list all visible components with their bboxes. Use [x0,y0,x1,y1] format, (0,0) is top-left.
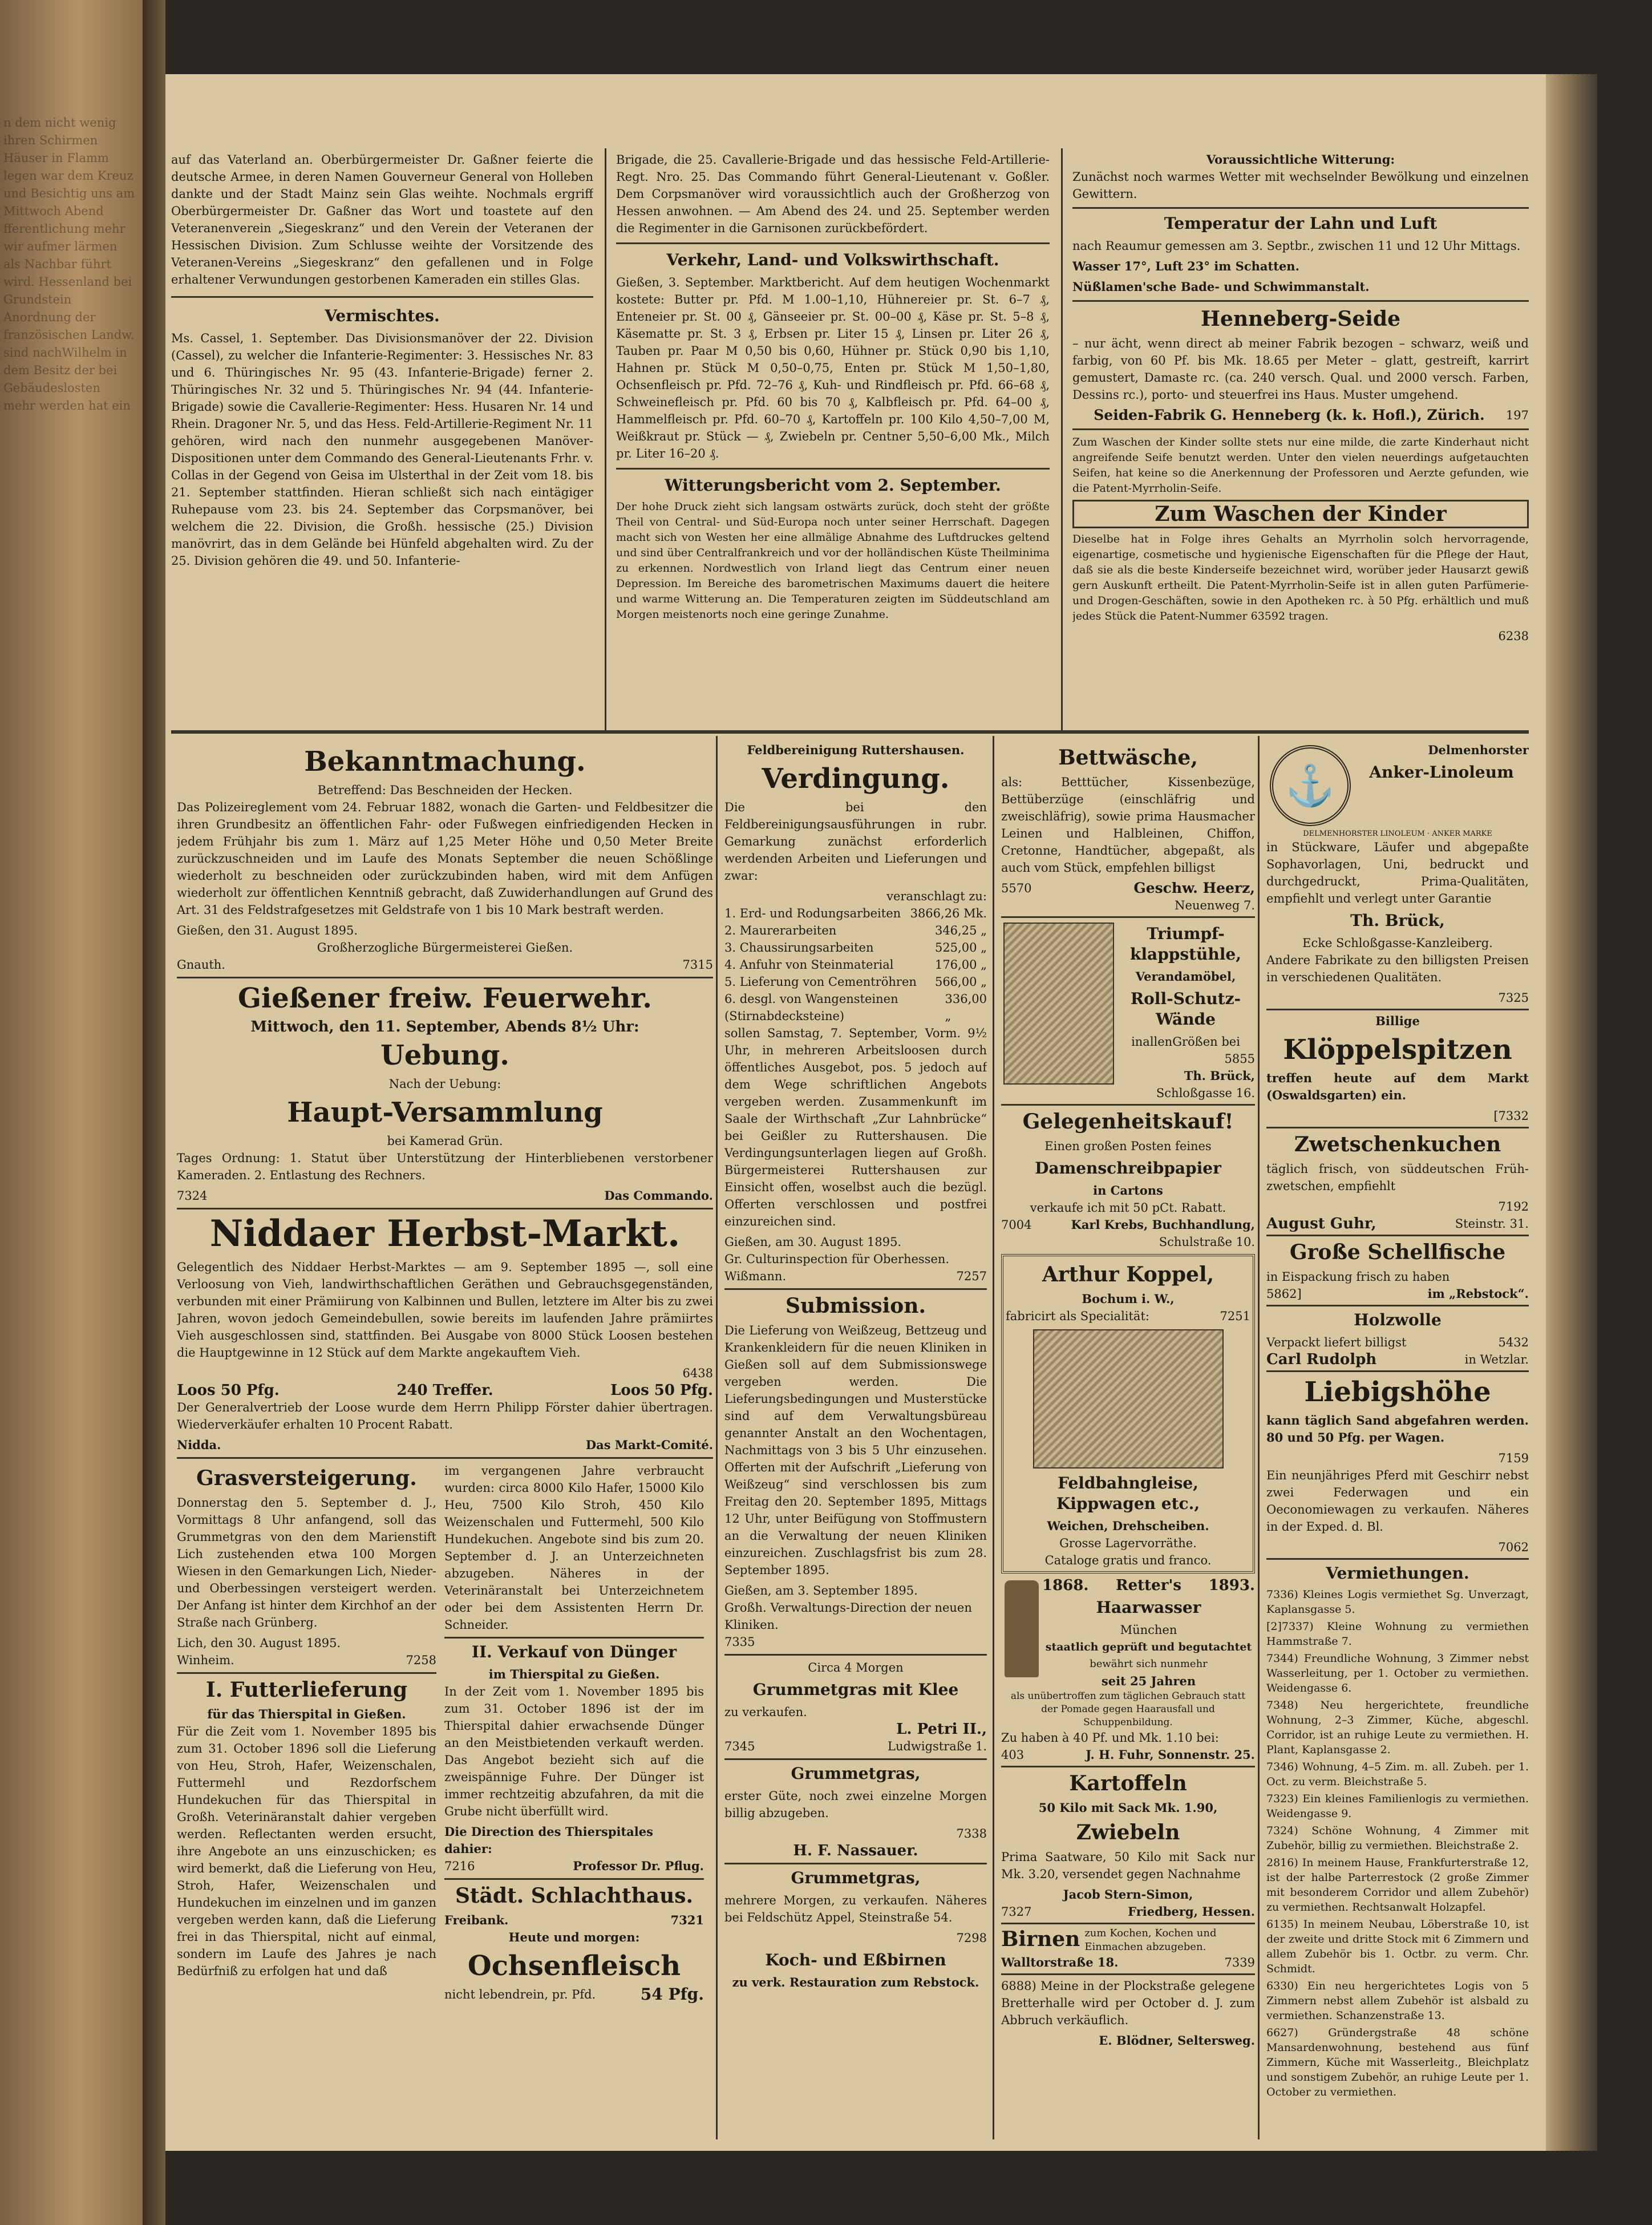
ad-number: [7332 [1493,1109,1529,1123]
ad-firm: Geschw. Heerz, [1133,880,1255,896]
ad-number: 7324 [177,1189,208,1203]
divider [1266,1009,1529,1010]
ad-text: Für die Zeit vom 1. November 1895 bis zum 31. October 1896 soll die Lieferung von Heu, Stroh, Hafer, Weizenschalen, Futtermehl und Rezdorfschem Hundekuchen für das Thierspital in Großh. Veterinäranstalt dahier vergeben werden. Reflectanten werden ersucht, ihre Angebote an uns einzuschicken; es wird bemerkt, daß die Lieferung von Heu, Stroh, Hafer, Weizenschalen und Hundekuchen im einzelnen und im ganzen vergeben werden kann, daß die Lieferung frei in das Thierspital, nicht auf einmal, sondern im Laufe des Jahres je nach Bedürfniß zu erfolgen hat und daß [177,1725,436,1978]
ad-number: 6888) [1001,1979,1036,1993]
ad-number: 7216 [444,1859,475,1873]
ad-address: in Wetzlar. [1464,1353,1529,1366]
article-text: Brigade, die 25. Cavallerie-Brigade und das hessische Feld-Artillerie-Regt. Nro. 25. Das Commando führt General-Lieutenant v. Goßler. Dem Corpsmanöver wird voraussichtlich auch der Großherzog von Hessen anwohnen. — Am Abend des 24. und 25. September werden die Regimenter in die Garnisonen zurückbefördert. [616,153,1050,235]
ad-title: Grasversteigerung. [196,1466,417,1490]
divider [444,1878,704,1880]
section-divider [171,730,1529,734]
ad-text: als unübertroffen zum täglichen Gebrauch statt der Pomade gegen Haarausfall und Schuppenbildung. [1010,1690,1246,1728]
ad-title: Grummetgras mit Klee [752,1680,959,1699]
divider [1266,1235,1529,1236]
ad-firm: J. H. Fuhr, Sonnenstr. 25. [1086,1747,1255,1762]
divider [1072,428,1529,430]
ad-subtitle: Heute und morgen: [508,1930,640,1944]
ad-price: 240 Treffer. [396,1382,493,1399]
ad-text: veranschlagt zu: [886,889,987,903]
ad-subtitle: in Cartons [1093,1183,1163,1198]
section-title: Vermiethungen. [1326,1564,1469,1583]
ad-text: in Eispackung frisch zu haben [1266,1270,1450,1284]
section-title: Voraussichtliche Witterung: [1206,152,1395,167]
ad-address: Schulstraße 10. [1159,1235,1255,1249]
ad-text: Die Lieferung von Weißzeug, Bettzeug und Krankenkleidern für die neuen Kliniken in Gießen soll auf dem Submissionswege vergeben werden. Die Lieferungsbedingungen und Musterstücke sind auf dem Verwaltungsbüreau genannter Anstalt an den Wochentagen, Nachmittags von 3 bis 5 Uhr einzusehen. Offerten mit der Aufschrift „Lieferung von Weißzeug“ sind verschlossen bis zum Freitag den 20. September 1895, Mittags 12 Uhr, unter Beifügung von Stoffmustern an die Verwaltung der neuen Kliniken einzureichen. Zuschlagsfrist bis zum 28. September 1895. [724,1324,987,1577]
ad-number: 5855 [1224,1052,1255,1066]
ad-title: Damenschreibpapier [1035,1159,1221,1178]
list-item: 6135) In meinem Neubau, Löberstraße 10, ist der zweite und dritte Stock mit 6 Zimmern und allem Zubehör bis 1. Octbr. zu verm. Chr. Schmidt. [1266,1918,1529,1975]
divider [171,296,593,298]
ad-date: Mittwoch, den 11. September, Abends 8½ Uhr: [250,1018,639,1035]
divider [724,1288,987,1290]
divider [616,242,1050,244]
list-item: 6330) Ein neu hergerichtetes Logis von 5 Zimmern nebst allem Zubehör ist alsbald zu vermiethen. Schanzenstraße 13. [1266,1980,1529,2022]
ad-number: 6438 [682,1366,713,1380]
ad-title: Grummetgras, [791,1868,921,1887]
ad-text: zu verkaufen. [724,1705,807,1719]
ad-signature: Gr. Culturinspection für Oberhessen. [724,1252,950,1266]
ad-title: Triumpf-klappstühle, [1130,924,1241,964]
ad-title: Anker-Linoleum [1369,763,1514,782]
ad-text: Die bei den Feldbereinigungsausführungen in rubr. Gemarkung zunächst erforderlich werdenden Arbeiten und Lieferungen und zwar: [724,800,987,883]
cost-table [724,905,987,1025]
list-item: 7336) Kleines Logis vermiethet Sg. Unverzagt, Kaplansgasse 5. [1266,1588,1529,1616]
ad-firm: H. F. Nassauer. [793,1842,918,1859]
cost-item: 5. Lieferung von Cementröhren [724,975,917,989]
ad-number: 197 [1505,408,1529,422]
ad-text: als: Betttücher, Kissenbezüge, Bettüberzüge (einschläfrig und zweischläfrig), sowie prima Hausmacher Leinen und Halbleinen, Chiffon, Cretonne, Handtücher, abgepaßt, als auch vom Stück, empfehlen billigst [1001,775,1255,875]
ad-address: Ludwigstraße 1. [888,1739,987,1753]
list-item: [2]7337) Kleine Wohnung zu vermiethen Hammstraße 7. [1266,1620,1529,1648]
ad-title: Feldbahngleise, Kippwagen etc., [1056,1474,1200,1513]
ad-text: sollen Samstag, 7. September, Vorm. 9½ Uhr, in mehreren Arbeitsloosen durch öffentliches Ausgebot, pos. 5 jedoch auf dem Wege schriftlichen Angebots vergeben werden. Zusammenkunft im Saale der Wirthschaft „Zur Lahnbrücke“ bei Geißler zu Ruttershausen. Die Verdingungsunterlagen liegen auf Großh. Bürgermeisterei Ruttershausen zur Einsicht offen, woselbst auch die bezügl. Offerten verschlossen und postfrei einzureichen sind. [724,1026,987,1228]
ad-signature: Die Direction des Thierspitales dahier: [444,1824,653,1856]
ad-place: Nidda. [177,1438,221,1452]
divider [1072,207,1529,209]
ad-text: verkaufe ich mit 50 pCt. Rabatt. [1030,1201,1226,1215]
ad-number: 5432 [1498,1336,1529,1349]
ad-title: Roll-Schutz-Wände [1130,989,1241,1029]
article-text: Ms. Cassel, 1. September. Das Divisionsmanöver der 22. Division (Cassel), zu welcher die Infanterie-Regimenter: 3. Hessisches Nr. 83 und 6. Thüringisches Nr. 95 (43. Infanterie-Brigade) ferner 2. Thüringisches Nr. 32 und 5. Thüringisches Nr. 94 (44. Infanterie-Brigade) sowie die Cavallerie-Regimenter: Hess. Husaren Nr. 14 und Rhein. Dragoner Nr. 5, und das Hess. Feld-Artillerie-Regiment Nr. 11 gehören, wird nach den nunmehr ausgegebenen Manöver-Dispositionen unter dem Commando des General-Lieutenants Frhr. v. Collas in der Gegend von Geisa im Ulsterthal in der Zeit vom 18. bis 21. September stattfinden. Hieran schließt sich nach eintägiger Ruhepause vom 23. bis 24. September das Corpsmanöver, bei welchem die 22. Division, die Großh. hessische (25.) Division manövrirt, das in dem Gelände bei Hünfeld abgehalten wird. Zu der 25. Division gehören die 49. und 50. Infanterie- [171,331,593,568]
ad-title: Zwiebeln [1076,1821,1180,1844]
ad-firm: Th. Brück, [1184,1069,1255,1083]
ad-title: Liebigshöhe [1304,1376,1491,1408]
ad-title: I. Futterlieferung [205,1678,408,1702]
section-title: Witterungsbericht vom 2. September. [665,476,1001,495]
ad-number: 7339 [1224,1956,1255,1969]
ad-column-1 [177,742,713,2139]
ad-title: Städt. Schlachthaus. [455,1884,694,1908]
ad-firm: Seiden-Fabrik G. Henneberg (k. k. Hofl.), Zürich. [1094,407,1485,423]
ad-text: Das Polizeireglement vom 24. Februar 1882, wonach die Garten- und Feldbesitzer die ihren Grundbesitz an öffentlichen Fahr- oder Fußwegen einfriedigenden Hecken in jedem Frühjahr bis zum 1. März auf 1,25 Meter Höhe und 0,50 Meter Breite zurückzuschneiden und im Laufe des Monats September die neuen Schößlinge wiederholt zu beschneiden oder zurückzubinden haben, wird mit dem Anfügen wiederholt zur öffentlichen Kenntniß gebracht, daß Zuwiderhandlungen auf Grund des Art. 31 des Feldstrafgesetzes mit Geldstrafe von 1 bis 10 Mark bestraft werden. [177,800,713,917]
ad-title: Große Schellfische [1289,1240,1506,1264]
ad-column-3 [1001,742,1255,2139]
ad-firm: Carl Rudolph [1266,1351,1377,1368]
ad-number: 7062 [1498,1540,1529,1554]
cost-row [724,990,987,1025]
divider [444,1637,704,1639]
ad-text: Ein neunjähriges Pferd mit Geschirr nebst zwei Federwagen und ein Oeconomiewagen zu verkaufen. Näheres in der Exped. d. Bl. [1266,1468,1529,1534]
cost-item: 3. Chaussirungsarbeiten [724,941,874,954]
ad-year: 1893. [1208,1577,1255,1594]
ad-title: Niddaer Herbst-Markt. [209,1212,681,1255]
article-text: Der hohe Druck zieht sich langsam ostwärts zurück, doch steht der größte Theil von Central- und Süd-Europa noch unter seiner Herrschaft. Dagegen macht sich von Westen her eine allmälige Abnahme des Luftdruckes geltend und sind über Centralfrankreich und vor der holländischen Küste Theilminima zu erkennen. Nordwestlich von Irland liegt das Centrum einer neuen Depression. Im Bereiche des barometrischen Maximums dauert die heitere und warme Witterung an. Die Temperaturen zeigten im Süddeutschland am Morgen meistenorts noch eine geringe Zunahme. [616,500,1050,621]
ad-signature: Großherzogliche Bürgermeisterei Gießen. [317,941,573,954]
ad-text: Verpackt liefert billigst [1266,1336,1407,1349]
ad-year: 1868. [1042,1577,1089,1594]
ad-title: II. Verkauf von Dünger [471,1643,677,1661]
ad-signature: Winheim. [177,1653,234,1667]
ad-address: Schloßgasse 16. [1156,1086,1255,1100]
ad-text: zu verk. Restauration zum Rebstock. [732,1975,979,1989]
ad-date: Lich, den 30. August 1895. [177,1636,341,1650]
ad-title: Zum Waschen der Kinder [1072,500,1529,528]
ad-address: Walltorstraße 18. [1001,1955,1119,1969]
temperature-values: Wasser 17°, Luft 23° im Schatten. [1072,259,1299,273]
divider [177,1672,436,1674]
koppel-ad [1001,1254,1255,1573]
cost-row [724,956,987,973]
column-rule [1258,736,1260,2139]
tipping-wagon-illustration [1033,1329,1224,1468]
ad-text: Circa 4 Morgen [808,1661,904,1674]
ad-firm: Retter's [1115,1577,1181,1594]
page-stack-edge [1546,74,1597,2151]
ad-text: in Stückware, Läufer und abgepaßte Sophavorlagen, Uni, bedruckt und durchgedruckt, Prima-Qualitäten, empfiehlt und verlegt unter Garantie [1266,840,1529,905]
divider [1001,1766,1255,1767]
list-item: 7323) Ein kleines Familienlogis zu vermiethen. Weidengasse 9. [1266,1793,1529,1820]
ad-title: Klöppelspitzen [1283,1034,1512,1066]
list-item: 6627) Gründergstraße 48 schöne Mansardenwohnung, bestehend aus fünf Zimmern, Küche mit Wasserleitg., Bleichplatz und sonstigem Zubehör, an ruhige Leute per 1. October zu vermiethen. [1266,2026,1529,2098]
ad-subcolumn-left [177,1462,436,2003]
ad-text: inallenGrößen bei [1131,1035,1240,1049]
ad-subtitle: Freibank. [444,1913,509,1927]
top-column-1 [171,151,593,733]
book-gutter [143,0,165,2225]
ad-signature: Das Commando. [604,1188,713,1203]
ad-text: seit 25 Jahren [1101,1674,1196,1688]
ad-text: Andere Fabrikate zu den billigsten Preisen in verschiedenen Qualitäten. [1266,953,1529,984]
cost-row [724,922,987,939]
ad-text: Zu haben à 40 Pf. und Mk. 1.10 bei: [1001,1731,1219,1745]
ad-signature: Wißmann. [724,1269,787,1283]
ad-number: 5862] [1266,1287,1302,1301]
ad-title: Submission. [785,1294,926,1318]
ad-number: 403 [1001,1748,1025,1762]
column-rule [1061,148,1063,730]
ad-text: Der Generalvertrieb der Loose wurde dem Herrn Philipp Förster dahier übertragen. Wiederverkäufer erhalten 10 Procent Rabatt. [177,1401,713,1431]
ad-text: täglich frisch, von süddeutschen Früh-zwetschen, empfiehlt [1266,1162,1529,1193]
list-item: 7346) Wohnung, 4–5 Zim. m. all. Zubeh. per 1. Oct. zu verm. Bleichstraße 5. [1266,1761,1529,1788]
ad-text: erster Güte, noch zwei einzelne Morgen billig abzugeben. [724,1789,987,1820]
cost-item: 6. desgl. von Wangensteinen (Stirnabdecksteine) [724,992,898,1023]
ad-title: Haarwasser [1096,1598,1201,1617]
section-title: Verkehr, Land- und Volkswirthschaft. [666,250,999,269]
cost-row [724,905,987,922]
cost-value: 566,00 „ [934,975,987,989]
ad-title: Gießener freiw. Feuerwehr. [238,982,652,1014]
ad-number: 7298 [956,1931,987,1945]
bottle-illustration [1005,1580,1039,1677]
ad-text: Donnerstag den 5. September d. J., Vormittags 8 Uhr anfangend, soll das Grummetgras von den dem Marienstift Lich zustehenden etwa 100 Morgen Wiesen in den Gemarkungen Lich, Nieder- und Oberbessingen versteigert werden. Der Anfang ist hinter dem Kirchhof an der Straße nach Grünberg. [177,1496,436,1629]
top-column-3 [1072,151,1529,733]
cost-value: 346,25 „ [934,924,987,937]
ad-number: 7338 [956,1827,987,1840]
divider [724,1758,987,1760]
ad-text: In der Zeit vom 1. November 1895 bis zum 31. October 1896 ist der im Thierspital dahier erwachsende Dünger an den Meistbietenden verkauft werden. Das Angebot bezieht sich auf die zweispännige Fuhre. Der Dünger ist immer rechtzeitig abzufahren, da mit die Grube nicht überfüllt wird. [444,1685,704,1818]
divider [177,1457,713,1459]
ad-title: Uebung. [380,1039,510,1071]
ad-title: Verdingung. [762,763,950,795]
newspaper-page [165,74,1546,2151]
ad-text: Gelegentlich des Niddaer Herbst-Marktes — am 9. September 1895 —, soll eine Verloosung von Vieh, landwirthschaftlichen Geräthen und Gebrauchsgegenständen, verbunden mit einer Prämiirung von Kalbinnen und Bullen, letztere im Alter bis zu zwei Jahren, wovon jedoch Gemeindebullen, sowie bereits im laufenden Jahre prämiirtes Vieh ausgeschlossen sind, stattfinden. Bei Ausgabe von 8000 Stück Loosen bestehen die Hauptgewinne in 12 Stück auf dem Markte angekauftem Vieh. [177,1260,713,1360]
ad-subtitle: Verandamöbel, [1135,969,1236,984]
divider [1072,300,1529,302]
ad-text: bewährt sich nunmehr [1090,1658,1208,1670]
section-title: Vermischtes. [325,306,440,325]
previous-page-text: n dem nicht wenig ihren Schirmen Häuser in Flamm legen war dem Kreuz und Besichtig uns am Mittwoch Abend fferentlichung mehr wir aufmer lärmen als Nachbar führt wird. Hessenland bei Grundstein Anordnung der französischen Landw. sind nachWilhelm in dem Besitz der bei Gebäudeslosten mehr werden hat ein [3,116,135,412]
column-rule [993,736,994,2139]
ad-firm: E. Blödner, Seltersweg. [1099,2033,1255,2048]
ad-firm: Th. Brück, [1350,911,1445,930]
cost-value: 3866,26 Mk. [910,907,987,920]
article-text: Zunächst noch warmes Wetter mit wechselnder Bewölkung und einzelnen Gewittern. [1072,170,1529,201]
ad-title: Birnen [1001,1927,1080,1951]
ad-title: Bekanntmachung. [304,746,586,778]
article-text: auf das Vaterland an. Oberbürgermeister Dr. Gaßner feierte die deutsche Armee, in deren Namen Gouverneur General von Holleben dankte und der Stadt Mainz sein Glas weihte. Nochmals ergriff Oberbürgermeister Dr. Gaßner das Wort und toastete auf den Veteranenverein „Siegeskranz“ und den Verein der Veteranen der Hessischen Division. Zum Schlusse weihte der Vorsitzende des Veteranen-Vereins „Siegeskranz“ den gefallenen und in Folge erhaltener Verwundungen gestorbenen Kameraden ein stilles Glas. [171,153,593,286]
ad-number: 7159 [1498,1451,1529,1465]
cost-item: 1. Erd- und Rodungsarbeiten [724,907,901,920]
ad-title: Delmenhorster [1428,743,1529,757]
ad-title: Ochsenfleisch [467,1950,681,1982]
ad-column-2 [724,742,987,2139]
retter-ad [1001,1577,1255,1729]
previous-page-edge [0,0,143,2225]
ad-number: 7258 [406,1653,436,1667]
list-item: 7324) Schöne Wohnung, 4 Zimmer mit Zubehör, billig zu vermiethen. Bleichstraße 2. [1266,1824,1529,1852]
ad-number: 7335 [724,1635,755,1649]
ad-title: Zwetschenkuchen [1294,1132,1501,1156]
ad-title: Koch- und Eßbirnen [765,1951,946,1969]
ad-text: im vergangenen Jahre verbraucht wurden: circa 8000 Kilo Hafer, 15000 Kilo Heu, 7500 Kilo Stroh, 450 Kilo Weizenschalen und Futtermehl, 500 Kilo Hundekuchen. Angebote sind bis zum 20. September d. J. an Unterzeichneten abzugeben. Näheres in der Veterinäranstalt bei Unterzeichnetem oder bei dem Assistenten Herrn Dr. Schneider. [444,1464,704,1632]
ad-address: im „Rebstock“. [1427,1287,1529,1301]
column-rule [605,148,606,730]
ad-number: 7345 [724,1739,755,1753]
ad-price: 54 Pfg. [640,1985,704,2004]
ad-number: 6238 [1498,629,1529,643]
ad-text: Grosse Lagervorräthe. [1059,1536,1197,1550]
ad-signature: Großh. Verwaltungs-Direction der neuen Kliniken. [724,1601,972,1632]
deck-chair-illustration [1003,923,1114,1085]
ad-pretitle: Billige [1375,1014,1420,1028]
ad-column-4 [1266,742,1529,2139]
ad-address: Steinstr. 31. [1455,1217,1529,1231]
ad-text: Einen großen Posten feines [1044,1139,1212,1153]
linoleum-ad [1266,742,1529,830]
ad-date: Gießen, am 3. September 1895. [724,1584,918,1597]
article-text: nach Reaumur gemessen am 3. Septbr., zwischen 11 und 12 Uhr Mittags. [1072,239,1521,253]
ad-text: Dieselbe hat in Folge ihres Gehalts an Myrrholin solch hervorragende, eigenartige, cosmetische und hygienische Eigenschaften für die Pflege der Haut, daß sie als die beste Kinderseife bezeichnet wird, worüber jeder Hausarzt gewiß gern Auskunft ertheilt. Die Patent-Myrrholin-Seife ist in allen guten Parfümerie- und Drogen-Geschäften, sowie in den Apotheken rc. à 50 Pfg. erhältlich und muß jedes Stück die Patent-Nummer 63592 tragen. [1072,533,1529,622]
divider [1001,916,1255,918]
ad-text: mehrere Morgen, zu verkaufen. Näheres bei Feldschütz Appel, Steinstraße 54. [724,1894,987,1924]
ad-address: Friedberg, Hessen. [1128,1904,1255,1919]
ad-title: Arthur Koppel, [1042,1263,1214,1287]
ad-number: 7321 [670,1913,704,1927]
ad-address: Neuenweg 7. [1175,899,1255,912]
ad-text: treffen heute auf dem Markt (Oswaldsgarten) ein. [1266,1071,1529,1102]
ad-title: Haupt-Versammlung [287,1097,603,1128]
ad-title: Holzwolle [1354,1310,1442,1329]
ad-number: 7257 [956,1269,987,1283]
ad-subtitle: im Thierspital zu Gießen. [488,1667,660,1681]
cost-value: 336,00 „ [945,992,987,1023]
ad-text: Nach der Uebung: [388,1077,501,1091]
ad-text: zum Kochen, Kochen und Einmachen abzugeben. [1084,1927,1217,1953]
ad-subject: Betreffend: Das Beschneiden der Hecken. [317,783,573,797]
ad-subtitle: München [1120,1623,1177,1637]
ad-text: Meine in der Plockstraße gelegene Bretterhalle wird per October d. J. zum Abbruch verkäuflich. [1001,1979,1255,2027]
source-line: Nüßlamen'sche Bade- und Schwimmanstalt. [1072,280,1370,294]
section-title: Temperatur der Lahn und Luft [1164,214,1438,233]
divider [1001,1104,1255,1106]
ad-number: 7325 [1498,991,1529,1005]
ad-text: – nur ächt, wenn direct ab meiner Fabrik bezogen – schwarz, weiß und farbig, von 60 Pf. bis Mk. 18.65 per Meter – glatt, gestreift, karrirt gemustert, Damaste rc. (ca. 240 versch. Qual. und 2000 versch. Farben, Dessins rc.), porto- und steuerfrei ins Haus. Muster umgehend. [1072,337,1529,402]
ad-title: Henneberg-Seide [1201,307,1400,331]
ad-subtitle: Weichen, Drehscheiben. [1047,1519,1209,1533]
ad-address: Ecke Schloßgasse-Kanzleiberg. [1302,936,1493,950]
divider [1266,1305,1529,1306]
ad-title: Bettwäsche, [1058,746,1198,770]
ad-title: Kartoffeln [1069,1771,1187,1795]
ad-text: bei Kamerad Grün. [387,1134,503,1148]
ad-firm: Jacob Stern-Simon, [1063,1887,1193,1902]
ad-text: nicht lebendrein, pr. Pfd. [444,1988,596,2001]
ad-number: 7251 [1220,1309,1250,1323]
divider [1266,1127,1529,1128]
ad-header: Feldbereinigung Ruttershausen. [747,743,965,757]
cost-item: 2. Maurerarbeiten [724,924,837,937]
ad-text: Cataloge gratis und franco. [1044,1554,1212,1567]
rental-list [1266,1587,1529,2099]
cost-row [724,973,987,990]
divider [724,1863,987,1864]
cost-row [724,939,987,956]
divider [1001,1923,1255,1924]
divider [1001,1973,1255,1975]
ad-title: Gelegenheitskauf! [1022,1110,1234,1134]
ad-firm: August Guhr, [1266,1215,1376,1232]
ad-number: 7327 [1001,1905,1032,1919]
divider [177,1208,713,1209]
divider [1266,1370,1529,1372]
list-item: 7348) Neu hergerichtete, freundliche Wohnung, 2–3 Zimmer, Küche, abgeschl. Corridor, ist an ruhige Leute zu vermiethen. H. Plant, Kaplansgasse 2. [1266,1699,1529,1756]
ad-date: Gießen, den 31. August 1895. [177,924,358,937]
cost-value: 525,00 „ [934,941,987,954]
divider [724,1654,987,1656]
ad-signature: Gnauth. [177,958,225,972]
cost-value: 176,00 „ [934,958,987,972]
ad-signature: Das Markt-Comité. [585,1438,713,1452]
column-rule [716,736,718,2139]
ad-number: 7315 [682,958,713,972]
ad-text: kann täglich Sand abgefahren werden. 80 und 50 Pfg. per Wagen. [1266,1413,1529,1445]
ad-number: 7192 [1498,1200,1529,1213]
ad-text: Zum Waschen der Kinder sollte stets nur eine milde, die zarte Kinderhaut nicht angreifende Seife benutzt werden. Unter den vielen neuerdings aufgetauchten Seifen, hat keine so die Anerkennung der Professoren und Aerzte gefunden, wie die Patent-Myrrholin-Seife. [1072,436,1529,495]
list-item: 7344) Freundliche Wohnung, 3 Zimmer nebst Wasserleitung, per 1. October zu vermiethen. Weidengasse 6. [1266,1652,1529,1694]
divider [177,977,713,978]
anchor-logo-icon: ⚓ [1270,745,1351,826]
ad-price: Loos 50 Pfg. [610,1382,713,1399]
ad-number: 7004 [1001,1218,1032,1232]
list-item: 2816) In meinem Hause, Frankfurterstraße 12, ist der halbe Parterrestock (2 große Zimmer mit besonderem Corridor und allem Zubehör) zu vermiethen. Rechtsanwalt Holzapfel. [1266,1856,1529,1914]
divider [616,468,1050,470]
ad-firm: L. Petri II., [896,1721,987,1738]
ad-signature: Professor Dr. Pflug. [573,1859,704,1873]
ad-text: staatlich geprüft und begutachtet [1045,1641,1252,1653]
ad-firm: Karl Krebs, Buchhandlung, [1071,1217,1255,1232]
divider [1266,1558,1529,1560]
ad-text: fabricirt als Specialität: [1006,1309,1149,1323]
top-column-2 [616,151,1050,733]
ad-date: Gießen, am 30. August 1895. [724,1235,902,1249]
ad-subtitle: Bochum i. W., [1082,1292,1175,1306]
ad-text: 50 Kilo mit Sack Mk. 1.90, [1038,1801,1218,1815]
ad-number: 5570 [1001,881,1032,895]
cost-item: 4. Anfuhr von Steinmaterial [724,958,894,972]
ad-title: Grummetgras, [791,1764,921,1783]
linoleum-logo-text: DELMENHORSTER LINOLEUM · ANKER MARKE [1303,830,1492,838]
ad-text: Tages Ordnung: 1. Statut über Unterstützung der Hinterbliebenen verstorbener Kameraden. 2. Entlastung des Rechners. [177,1151,713,1182]
ad-subcolumn-right [444,1462,704,2003]
ad-text: Prima Saatware, 50 Kilo mit Sack nur Mk. 3.20, versendet gegen Nachnahme [1001,1850,1255,1881]
article-text: Gießen, 3. September. Marktbericht. Auf dem heutigen Wochenmarkt kostete: Butter pr. Pfd. M 1.00–1,10, Hühnereier pr. St. 6–7 ₰, Enteneier pr. St. 00 ₰, Gänseeier pr. St. 00–00 ₰, Käse pr. St. 5–8 ₰, Käsematte pr. St. 3 ₰, Erbsen pr. Liter 15 ₰, Linsen pr. Liter 26 ₰, Tauben pr. Paar M 0,50 bis 0,60, Hühner pr. Stück 0,90 bis 1,10, Hahnen pr. Stück M 0,50–0,75, Enten pr. Stück M 1,50–1,80, Ochsenfleisch pr. Pfd. 72–76 ₰, Kuh- und Rindfleisch pr. Pfd. 66–68 ₰, Schweinefleisch pr. Pfd. 60 bis 70 ₰, Kalbfleisch pr. Pfd. 64–00 ₰, Hammelfleisch pr. Pfd. 60–70 ₰, Kartoffeln pr. 100 Kilo 4,50–7,00 M, Weißkraut pr. Stück — ₰, Zwiebeln pr. Centner 5,50–6,00 Mk., Milch pr. Liter 16–20 ₰. [616,276,1050,460]
ad-subtitle: für das Thierspital in Gießen. [207,1707,406,1721]
ad-price: Loos 50 Pfg. [177,1382,280,1399]
